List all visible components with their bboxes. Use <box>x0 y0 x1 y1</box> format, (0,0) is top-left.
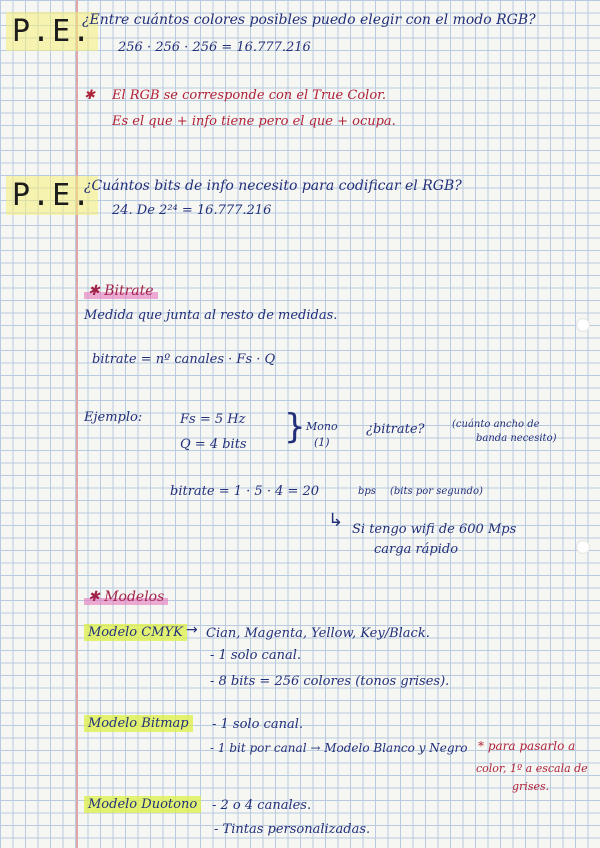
asterisk-icon: ✱ <box>84 88 95 103</box>
model-bitmap-red-3: grises. <box>512 780 550 793</box>
model-bitmap-line-2: - 1 bit por canal → Modelo Blanco y Negro <box>210 741 468 755</box>
bitrate-result: bitrate = 1 · 5 · 4 = 20 <box>170 484 320 499</box>
answer-1: 256 · 256 · 256 = 16.777.216 <box>118 40 311 55</box>
pe-label: P.E. <box>6 12 98 51</box>
model-cmyk-line-2: - 1 solo canal. <box>210 648 301 663</box>
model-duotono-name: Modelo Duotono <box>84 796 201 813</box>
model-cmyk-colors: Cian, Magenta, Yellow, Key/Black. <box>206 626 430 641</box>
note-line-1: El RGB se corresponde con el True Color. <box>112 88 387 103</box>
question-1: ¿Entre cuántos colores posibles puedo elegir con el modo RGB? <box>82 12 536 28</box>
bitrate-question: ¿bitrate? <box>366 422 425 437</box>
mono-label: Mono <box>306 420 338 433</box>
model-cmyk-line-3: - 8 bits = 256 colores (tonos grises). <box>210 674 450 689</box>
model-bitmap-name: Modelo Bitmap <box>84 715 193 732</box>
example-fs: Fs = 5 Hz <box>180 412 246 427</box>
arrow-icon: ↳ <box>328 510 344 531</box>
binder-hole <box>576 540 590 554</box>
brace-icon: } <box>284 407 306 447</box>
bitrate-unit-note: (bits por segundo) <box>390 486 483 497</box>
model-bitmap-line-1: - 1 solo canal. <box>212 717 303 732</box>
answer-2: 24. De 2²⁴ = 16.777.216 <box>112 203 272 218</box>
model-duotono-line-2: - Tintas personalizadas. <box>214 822 371 837</box>
modelos-heading-text: Modelos <box>104 589 165 605</box>
example-q: Q = 4 bits <box>180 437 247 452</box>
note-line-2: Es el que + info tiene pero el que + ocupa. <box>112 114 396 129</box>
bitrate-question-note-2: banda necesito) <box>476 433 557 444</box>
margin-line <box>76 0 78 848</box>
bitrate-definition: Medida que junta al resto de medidas. <box>84 308 338 323</box>
arrow-icon: → <box>186 622 198 638</box>
model-bitmap-red-2: color, 1º a escala de <box>476 762 588 775</box>
model-bitmap-red-1: * para pasarlo a <box>478 739 576 753</box>
binder-hole <box>576 318 590 332</box>
example-label: Ejemplo: <box>84 410 143 425</box>
bitrate-heading-text: Bitrate <box>104 283 154 299</box>
bitrate-heading: ✱ Bitrate <box>84 283 158 299</box>
modelos-heading: ✱ Modelos <box>84 589 168 605</box>
model-duotono-line-1: - 2 o 4 canales. <box>212 798 312 813</box>
question-2: ¿Cuántos bits de info necesito para codificar el RGB? <box>84 178 462 194</box>
pe-label: P.E. <box>6 176 98 215</box>
wifi-line-1: Si tengo wifi de 600 Mps <box>352 522 517 537</box>
bitrate-unit: bps <box>358 486 376 497</box>
bitrate-question-note-1: (cuánto ancho de <box>452 419 540 430</box>
wifi-line-2: carga rápido <box>374 542 459 557</box>
model-cmyk-name: Modelo CMYK <box>84 624 187 641</box>
mono-count: (1) <box>314 436 330 449</box>
bitrate-formula: bitrate = nº canales · Fs · Q <box>92 352 276 367</box>
